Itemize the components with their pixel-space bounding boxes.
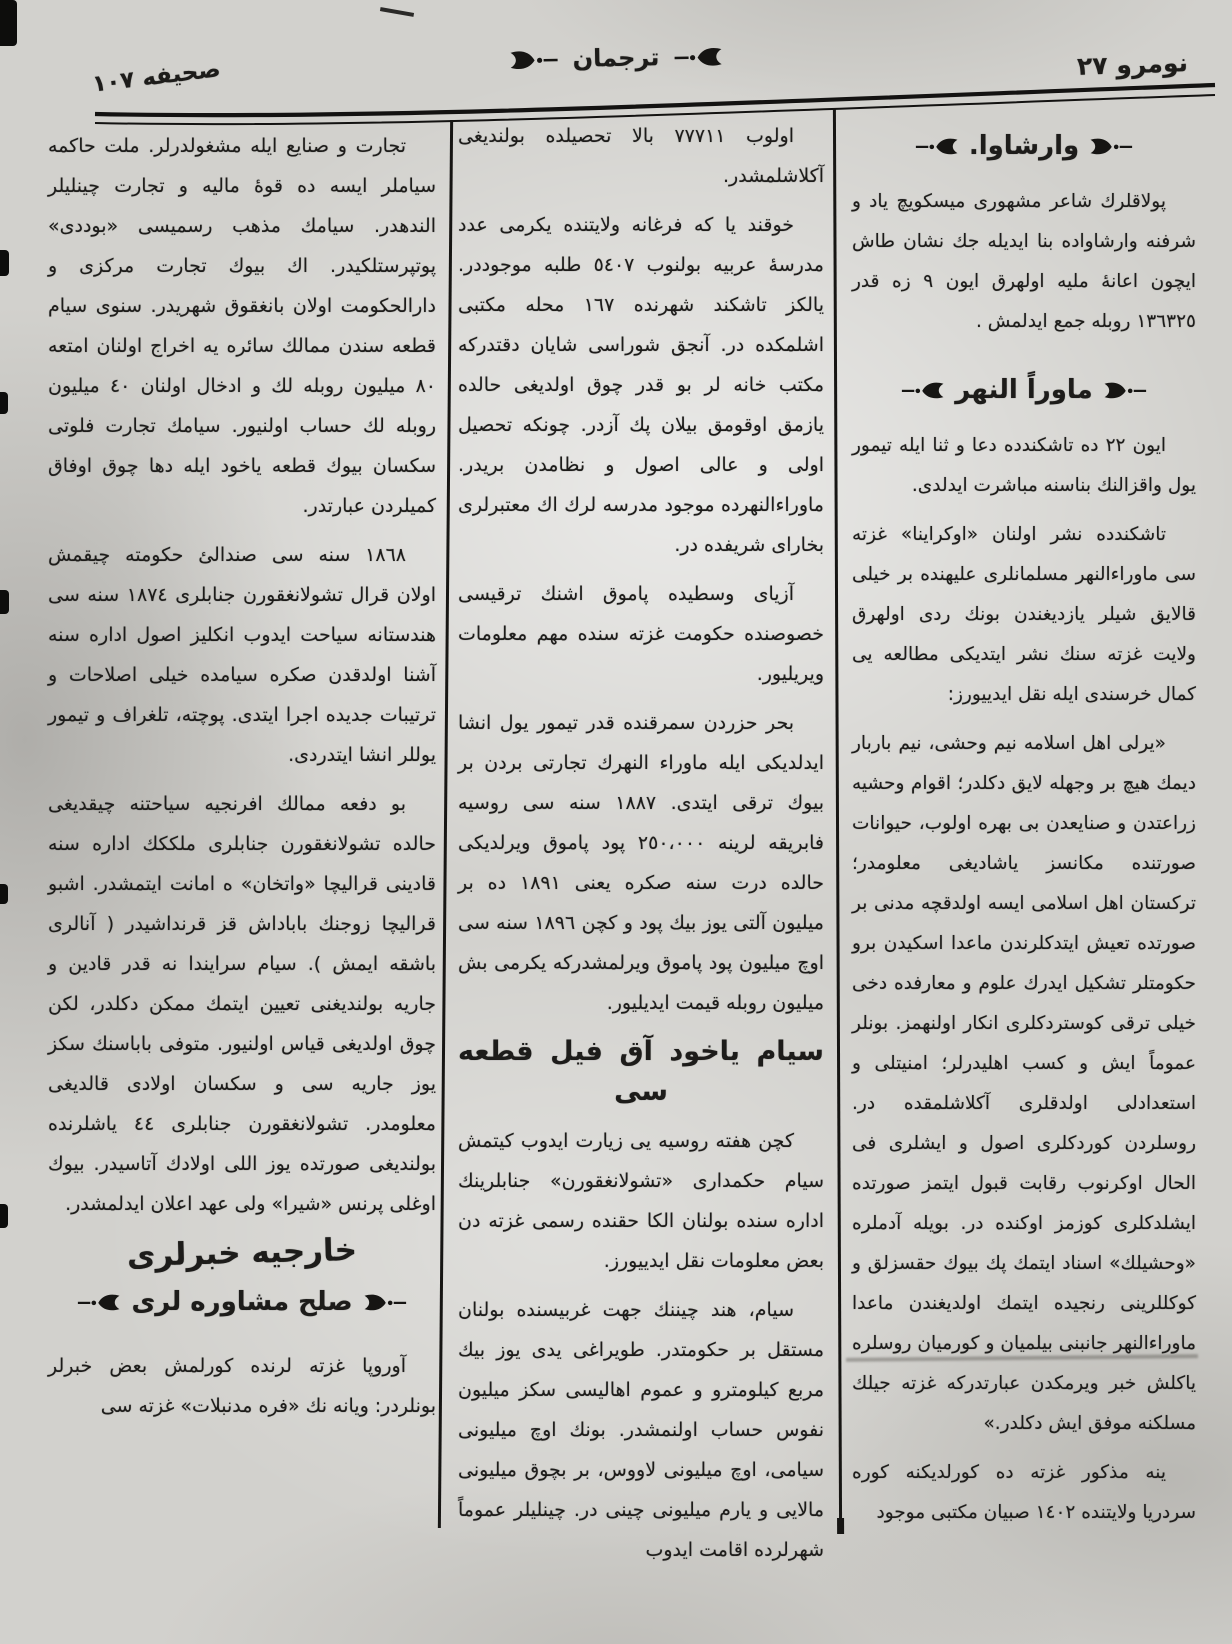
fleuron-ornament-icon — [1087, 136, 1133, 156]
paper-stain — [380, 7, 414, 17]
paper-stain — [0, 590, 9, 614]
section-heading-warsaw — [852, 126, 1196, 166]
fleuron-ornament-icon — [361, 1292, 407, 1312]
fleuron-ornament-icon — [77, 1292, 123, 1312]
article-paragraph: ینه مذکور غزته ده کورلدیکنه کوره سردریا ولایتنده ١٤٠٢ صبیان مکتبی موجود — [852, 1462, 1196, 1523]
paper-stain — [0, 1204, 8, 1228]
article-paragraph: تاشکندده نشر اولنان «اوکراینا» غزته سی ماوراءالنهر مسلمانلری علیهنده بر خیلی قالایق شیلر یازدیغندن بونك ردی اولهرق ولایت غزته سنك نشر ایتدیکی مطالعه یی کمال خرسندی ایله نقل ایدییورز: — [852, 524, 1196, 705]
paper-stain — [0, 884, 8, 904]
masthead — [506, 42, 725, 74]
column-middle — [458, 116, 824, 1579]
article-paragraph: خوقند یا که فرغانه ولایتنده یکرمی عدد مدرسهٔ عربیه بولنوب ٥٤٠٧ طلبه موجوددر. یالکز تاشکند شهرنده ١٦٧ محله مکتبی اشلمکده در. آنجق شوراسی شایان دقتدرکه مکتب خانه لر بو قدر چوق اولدیغی حالده یازمق اوقومق بیلان پك آزدر. چونکه تحصیل اولی و عالی اصول و نظامدن بریدر. ماوراءالنهرده موجود مدرسه لرك اك معتبرلری بخارای شریفده در. — [458, 214, 824, 556]
article-paragraph: «یرلی اهل اسلامه نیم وحشی، نیم باربار دیمك هیچ بر وجهله لایق دکلدر؛ اقوام وحشیه زراعتدن و صنایعدن بی بهره اولوب، حیوانات صورتنده مکانسز یاشادیغی معلومدر؛ ترکستان اهل اسلامی ایسه اولدقچه مدنی بر صورتده تعیش ایتدکلرندن ماعدا اسکیدن برو حکومتلر تشکیل ایدرك علوم و معارفده دخی خیلی ترقی کوستردکلری انکار اولنهمز. بونلر عموماً ایش و کسب اهلیدرلر؛ امنیتلی و استعدادلی اولدقلری آکلاشلمقده در. روسلردن کوردکلری اصول و ایشلری فی الحال اوکرنوب رقابت قبول ایتمز صورتده ایشلدکلری کوزمز اوکنده در. بویله آدملره «وحشیلك» اسناد ایتمك پك بیوك حقسزلق و کوکللرینی رنجیده ایتمك اولدیغندن ماعدا ماوراءالنهر جانبنی بیلمیان و کورمیان روسلره یاکلش خبر ویرمکدن عبارتدرکه غزته جیلك مسلکنه موفق ایش دکلدر.» — [852, 733, 1196, 1434]
section-title: ماوراً النهر — [955, 375, 1093, 405]
page-number: صحيفه ١٠٧ — [90, 56, 222, 98]
column-left — [48, 126, 436, 1435]
article-paragraph: آوروپا غزته لرنده کورلمش بعض خبرلر بونلردر: ویانه نك «فره مدنبلات» غزته سی — [48, 1355, 436, 1417]
article-paragraph: ایون ٢٢ ده تاشکندده دعا و ثنا ایله تیمور یول واقزالنك بناسنه مباشرت ایدلدی. — [852, 435, 1196, 496]
article-paragraph: پولاقلرك شاعر مشهوری میسکویچ یاد و شرفنه وارشاواده بنا ایدیله جك نشان طاش ایچون اعانهٔ ملیه اولهرق ایون ٩ زه قدر ١٣٦٣٢٥ روبله جمع ایدلمش . — [852, 191, 1196, 332]
section-heading-siam: سیام یاخود آق فیل قطعه سی — [458, 1036, 824, 1107]
article-paragraph: اولوب ٧٧٧١١ بالا تحصیلده بولندیغی آکلاشلمشدر. — [458, 125, 824, 187]
article-paragraph: آزیای وسطیده پاموق اشنك ترقیسی خصوصنده حکومت غزته سنده مهم معلومات ویریلیور. — [458, 583, 824, 685]
section-heading-peace-talks — [48, 1282, 436, 1322]
fleuron-ornament-icon — [915, 136, 961, 156]
section-heading-transoxiana — [852, 370, 1196, 410]
fleuron-ornament-icon — [1101, 380, 1147, 400]
fleuron-ornament-icon — [673, 45, 725, 68]
issue-number: نومرو ٢٧ — [1076, 48, 1189, 81]
section-heading-foreign-news: خارجیه خبرلری — [126, 1231, 358, 1275]
fleuron-ornament-icon — [506, 48, 558, 71]
article-paragraph: بو دفعه ممالك افرنجیه سیاحتنه چیقدیغی حالده تشولانغقورن جنابلری ملککك اداره سنه قادینی قرالیچا «واتخان» ه امانت ایتمشدر. اشبو قرالیچا زوجنك باباداش قز قرنداشیدر ( آنالری باشقه ایمش ). سیام سرایندا نه قدر قادین و جاریه بولندیغنی تعیین ایتمك ممکن دکلدر، لکن چوق اولدیغی قیاس اولنیور. متوفی باباسنك سکز یوز جاریه سی و سکسان اولادی قالدیغی معلومدر. تشولانغقورن جنابلری ٤٤ یاشلرنده بولندیغی صورتده یوز اللی اولادك آتاسیدر. بیوك اوغلی پرنس «شیرا» ولی عهد اعلان ایدلمشدر. — [48, 793, 436, 1215]
column-right — [852, 122, 1196, 1542]
article-paragraph: بحر حزردن سمرقنده قدر تیمور یول انشا ایدلدیکی ایله ماوراء النهرك تجارتی بردن بر بیوك ترقی ایتدی. ١٨٨٧ سنه سی روسیه فابریقه لرینه ٢٥٠،٠٠٠ پود پاموق ویرلدیکی حالده درت سنه صکره یعنی ١٨٩١ ده بر میلیون آلتی یوز بیك پود و کچن ١٨٩٦ سنه سی اوچ میلیون پود پاموق ویرلمشدرکه یکرمی بش میلیون روبله قیمت ایدیلیور. — [458, 712, 824, 1014]
article-paragraph: کچن هفته روسیه یی زیارت ایدوب کیتمش سیام حکمداری «تشولانغقورن» جنابلرینك اداره سنده بولنان الکا حقنده رسمی غزته دن بعض معلومات نقل ایدییورز. — [458, 1130, 824, 1272]
section-title: وارشاوا. — [968, 131, 1080, 161]
article-paragraph: سیام، هند چیننك جهت غربیسنده بولنان مستقل بر حکومتدر. طویراغی یدی یوز بیك مربع کیلومترو و عموم اهالیسی سکز میلیون نفوس حساب اولنمشدر. بونك اوچ میلیونی سیامی، اوچ میلیونی لاووس، بر بچوق میلیونی مالایی و یارم میلیونی چینی در. چینلیلر عموماً شهرلرده اقامت ایدوب — [458, 1299, 824, 1561]
paper-stain — [0, 250, 9, 276]
paper-stain — [0, 0, 17, 46]
column-divider — [438, 120, 453, 1528]
article-paragraph: ١٨٦٨ سنه سی صندالئ حکومته چیقمش اولان قرال تشولانغقورن جنابلری ١٨٧٤ سنه سی هندستانه سیاحت ایدوب انکلیز اصول اداره سنه آشنا اولدقدن صکره سیامده خیلی اصلاحات و ترتیبات جدیده اجرا ایتدی. پوچته، تلغراف و تیمور یوللر انشا ایتدردی. — [48, 544, 436, 766]
fleuron-ornament-icon — [901, 380, 947, 400]
section-title: صلح مشاوره لری — [131, 1287, 353, 1317]
column-divider — [833, 108, 842, 1532]
masthead-title: ترجمان — [572, 43, 660, 73]
article-paragraph: تجارت و صنایع ایله مشغولدرلر. ملت حاکمه سیاملر ایسه ده قوهٔ مالیه و تجارت چینلیلر الندهدر. سیامك مذهب رسمیسی «بوددی» پوتپرستلکیدر. اك بیوك تجارت مرکزی و دارالحکومت اولان بانغقوق شهریدر. سنوی سیام قطعه سندن ممالك سائره یه اخراج اولنان امتعه ٨٠ میلیون روبله لك و ادخال اولنان ٤٠ میلیون روبله لك حساب اولنیور. سیامك تجارت فلوتی سکسان بیوك قطعه یاخود ایله دها چوق اوفاق کمیلردن عبارتدر. — [48, 135, 436, 517]
paper-stain — [0, 392, 8, 414]
